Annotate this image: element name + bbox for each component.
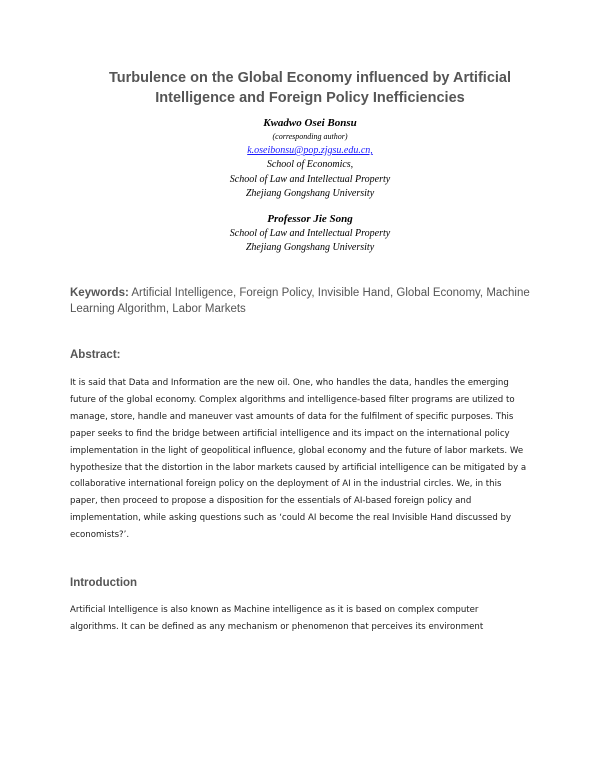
- title-line-2: Intelligence and Foreign Policy Inefficiencies: [155, 90, 465, 106]
- keywords-text: Artificial Intelligence, Foreign Policy, Invisible Hand, Global Economy, Machine Learning Algorithm, Labor Markets: [70, 287, 530, 315]
- keywords-section: [70, 285, 540, 317]
- author-name: Professor Jie Song: [267, 212, 353, 225]
- author-affiliation: Zhejiang Gongshang University: [245, 242, 375, 253]
- author-email-link[interactable]: k.oseibonsu@pop.zjgsu.edu.cn,: [247, 145, 373, 156]
- author-affiliation: School of Economics,: [266, 159, 354, 170]
- author-block: [60, 116, 560, 256]
- paper-title: [60, 68, 560, 108]
- author-affiliation: School of Law and Intellectual Property: [229, 173, 391, 185]
- author-role: (corresponding author): [272, 132, 348, 141]
- introduction-text: Artificial Intelligence is also known as Machine intelligence as it is based on complex computer algorithms. It can be defined as any mechanism or phenomenon that perceives its environment: [70, 605, 484, 632]
- introduction-heading: Introduction: [70, 577, 138, 589]
- author-affiliation: School of Law and Intellectual Property: [229, 227, 391, 239]
- author-name: Kwadwo Osei Bonsu: [263, 117, 357, 129]
- abstract-text: It is said that Data and Information are the new oil. One, who handles the data, handles the emerging future of the global economy. Complex algorithms and intelligence-based filter programs are utilized to manage, store, handle and maneuver vast amounts of data for the fulfilment of specific purposes. This paper seeks to find the bridge between artificial intelligence and its impact on the international policy implementation in the light of geopolitical influence, global economy and the future of labor markets. We hypothesize that the distortion in the labor markets caused by artificial intelligence can be mitigated by a collaborative international foreign policy on the deployment of AI in the industrial circles. We, in this paper, then proceed to propose a disposition for the essentials of AI-based foreign policy and implementation, while asking questions such as ‘could AI become the real Invisible Hand discussed by economists?’.: [70, 378, 527, 541]
- abstract-heading: Abstract:: [70, 349, 121, 361]
- title-line-1: Turbulence on the Global Economy influenced by Artificial: [108, 70, 512, 86]
- author-affiliation: Zhejiang Gongshang University: [245, 188, 375, 199]
- keywords-label: Keywords:: [70, 287, 129, 299]
